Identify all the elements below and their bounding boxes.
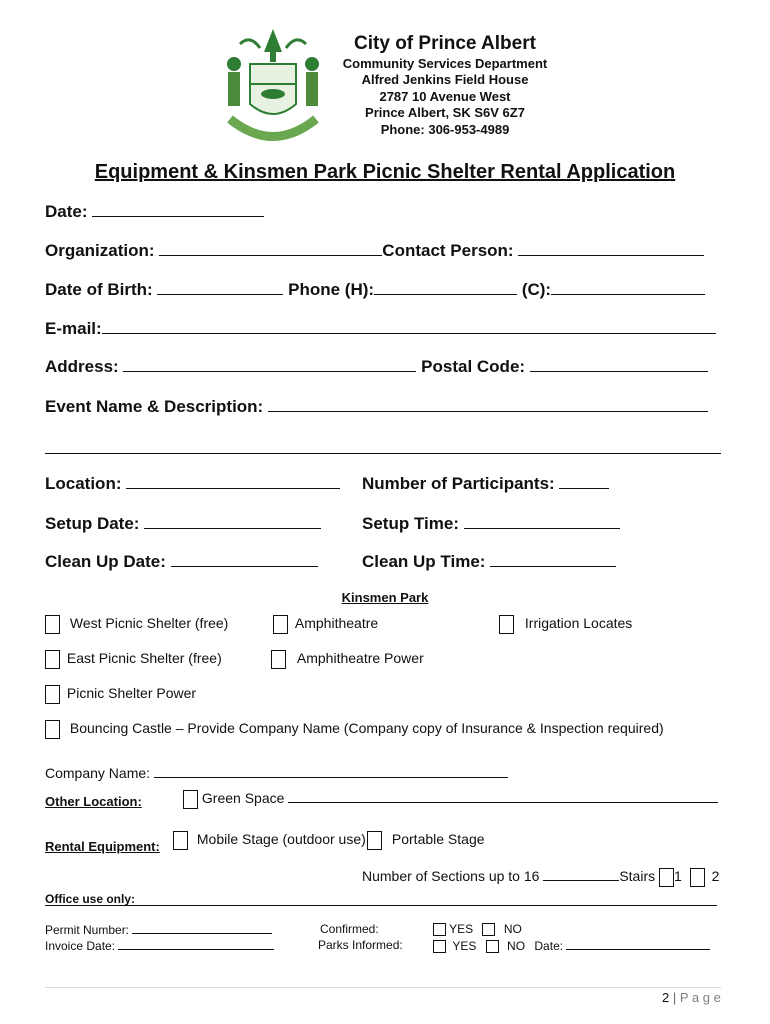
office-use-label: Office use only:: [45, 892, 136, 906]
cleanup-date-label: Clean Up Date:: [45, 552, 166, 571]
page-title: Equipment & Kinsmen Park Picnic Shelter Rental Application: [94, 161, 676, 183]
bouncing-castle-label: Bouncing Castle – Provide Company Name (Company copy of Insurance & Inspection required): [69, 720, 664, 737]
city-name: City of Prince Albert: [354, 33, 536, 54]
setup-time-field[interactable]: [464, 513, 620, 529]
stairs-2-label: 2: [711, 868, 720, 884]
permit-row: [45, 922, 272, 937]
event-name-field[interactable]: [268, 396, 708, 412]
amphitheatre-option[interactable]: [273, 615, 378, 634]
stairs-1-label: 1: [674, 868, 682, 884]
permit-field[interactable]: [132, 922, 272, 934]
shelter-power-checkbox[interactable]: [45, 685, 60, 704]
invoice-label: Invoice Date:: [45, 939, 116, 953]
office-divider: [45, 905, 717, 906]
amphitheatre-power-label: Amphitheatre Power: [296, 650, 424, 667]
amphitheatre-checkbox[interactable]: [273, 615, 288, 634]
confirmed-no-checkbox[interactable]: [482, 923, 495, 936]
date-label: Date:: [45, 202, 88, 221]
contact-person-label: Contact Person:: [382, 241, 514, 260]
setup-date-row: [45, 513, 321, 534]
postal-code-field[interactable]: [530, 356, 708, 372]
parks-options: [433, 938, 710, 953]
street-address: 2787 10 Avenue West: [379, 89, 511, 104]
email-field[interactable]: [102, 318, 716, 334]
dob-field[interactable]: [157, 279, 283, 295]
rental-equipment-label: Rental Equipment:: [45, 839, 160, 854]
dob-row: [45, 279, 705, 300]
page-number: 2: [662, 990, 670, 1005]
setup-time-label: Setup Time:: [362, 514, 459, 533]
setup-date-label: Setup Date:: [45, 514, 140, 533]
shelter-power-label: Picnic Shelter Power: [66, 685, 197, 702]
company-name-row: [45, 762, 508, 781]
portable-stage-checkbox[interactable]: [367, 831, 382, 850]
bouncing-castle-option[interactable]: [45, 720, 664, 739]
city-province: Prince Albert, SK S6V 6Z7: [365, 105, 525, 120]
parks-date-field[interactable]: [566, 938, 710, 950]
company-name-field[interactable]: [154, 762, 508, 778]
west-shelter-label: West Picnic Shelter (free): [69, 615, 229, 632]
amphitheatre-power-checkbox[interactable]: [271, 650, 286, 669]
stairs-label: Stairs: [619, 868, 656, 884]
west-shelter-option[interactable]: [45, 615, 228, 634]
sections-row: [362, 865, 719, 887]
mobile-stage-option[interactable]: [173, 831, 366, 850]
organization-row: [45, 240, 704, 261]
phone-cell-field[interactable]: [551, 279, 705, 295]
east-shelter-option[interactable]: [45, 650, 222, 669]
parks-no-checkbox[interactable]: [486, 940, 499, 953]
confirmed-options: [433, 922, 522, 936]
irrigation-label: Irrigation Locates: [524, 615, 633, 632]
address-label: Address:: [45, 357, 119, 376]
sections-field[interactable]: [543, 865, 619, 881]
event-row: [45, 396, 708, 417]
setup-time-row: [362, 513, 620, 534]
permit-label: Permit Number:: [45, 923, 130, 937]
organization-label: Organization:: [45, 241, 155, 260]
dob-label: Date of Birth:: [45, 280, 153, 299]
irrigation-option[interactable]: [499, 615, 632, 634]
date-row: [45, 201, 264, 222]
portable-stage-label: Portable Stage: [391, 831, 485, 848]
cleanup-date-row: [45, 551, 318, 572]
parks-date-label: Date:: [534, 939, 564, 953]
city-crest-logo: [210, 24, 336, 148]
setup-date-field[interactable]: [144, 513, 321, 529]
bouncing-castle-checkbox[interactable]: [45, 720, 60, 739]
phone-number: Phone: 306-953-4989: [380, 122, 510, 137]
parks-informed-label: Parks Informed:: [318, 938, 403, 952]
stairs-1-checkbox[interactable]: [659, 868, 674, 887]
page-word: P a g e: [679, 990, 721, 1005]
location-row: [45, 473, 340, 494]
email-label: E-mail:: [45, 319, 102, 338]
green-space-field[interactable]: [288, 787, 718, 803]
amphitheatre-power-option[interactable]: [271, 650, 424, 669]
west-shelter-checkbox[interactable]: [45, 615, 60, 634]
phone-home-label: Phone (H):: [288, 280, 375, 299]
building-name: Alfred Jenkins Field House: [361, 72, 529, 87]
location-field[interactable]: [126, 473, 340, 489]
green-space-option[interactable]: [183, 787, 718, 809]
event-name-label: Event Name & Description:: [45, 397, 264, 416]
phone-cell-label: (C):: [521, 280, 552, 299]
cleanup-date-field[interactable]: [171, 551, 318, 567]
confirmed-yes-label: YES: [449, 922, 474, 936]
cleanup-time-row: [362, 551, 616, 572]
invoice-row: [45, 938, 274, 953]
kinsmen-park-heading: Kinsmen Park: [341, 590, 429, 605]
company-name-label: Company Name:: [45, 765, 151, 781]
phone-home-field[interactable]: [374, 279, 517, 295]
page-footer: 2 | P a g e: [662, 990, 721, 1005]
green-space-label: Green Space: [201, 790, 285, 806]
date-field[interactable]: [92, 201, 264, 217]
east-shelter-checkbox[interactable]: [45, 650, 60, 669]
sections-label: Number of Sections up to 16: [362, 868, 540, 884]
green-space-checkbox[interactable]: [183, 790, 198, 809]
address-row: [45, 356, 708, 377]
participants-label: Number of Participants:: [362, 474, 555, 493]
mobile-stage-checkbox[interactable]: [173, 831, 188, 850]
invoice-field[interactable]: [118, 938, 274, 950]
confirmed-label: Confirmed:: [320, 922, 379, 936]
cleanup-time-label: Clean Up Time:: [362, 552, 486, 571]
participants-row: [362, 473, 609, 494]
parks-no-label: NO: [507, 939, 526, 953]
organization-field[interactable]: [159, 240, 382, 256]
mobile-stage-label: Mobile Stage (outdoor use): [196, 831, 366, 848]
parks-yes-label: YES: [452, 939, 477, 953]
department-name: Community Services Department: [342, 56, 548, 71]
event-description-field[interactable]: [45, 437, 721, 454]
location-label: Location:: [45, 474, 122, 493]
amphitheatre-label: Amphitheatre: [294, 615, 379, 632]
email-row: [45, 318, 716, 339]
participants-field[interactable]: [559, 473, 609, 489]
east-shelter-label: East Picnic Shelter (free): [66, 650, 222, 667]
postal-code-label: Postal Code:: [421, 357, 526, 376]
other-location-label: Other Location:: [45, 794, 142, 809]
contact-person-field[interactable]: [518, 240, 704, 256]
footer-divider: [45, 987, 721, 988]
confirmed-no-label: NO: [503, 922, 522, 936]
shelter-power-option[interactable]: [45, 685, 196, 704]
cleanup-time-field[interactable]: [490, 551, 616, 567]
irrigation-checkbox[interactable]: [499, 615, 514, 634]
address-field[interactable]: [123, 356, 416, 372]
portable-stage-option[interactable]: [367, 831, 485, 850]
confirmed-yes-checkbox[interactable]: [433, 923, 446, 936]
stairs-2-checkbox[interactable]: [690, 868, 705, 887]
parks-yes-checkbox[interactable]: [433, 940, 446, 953]
